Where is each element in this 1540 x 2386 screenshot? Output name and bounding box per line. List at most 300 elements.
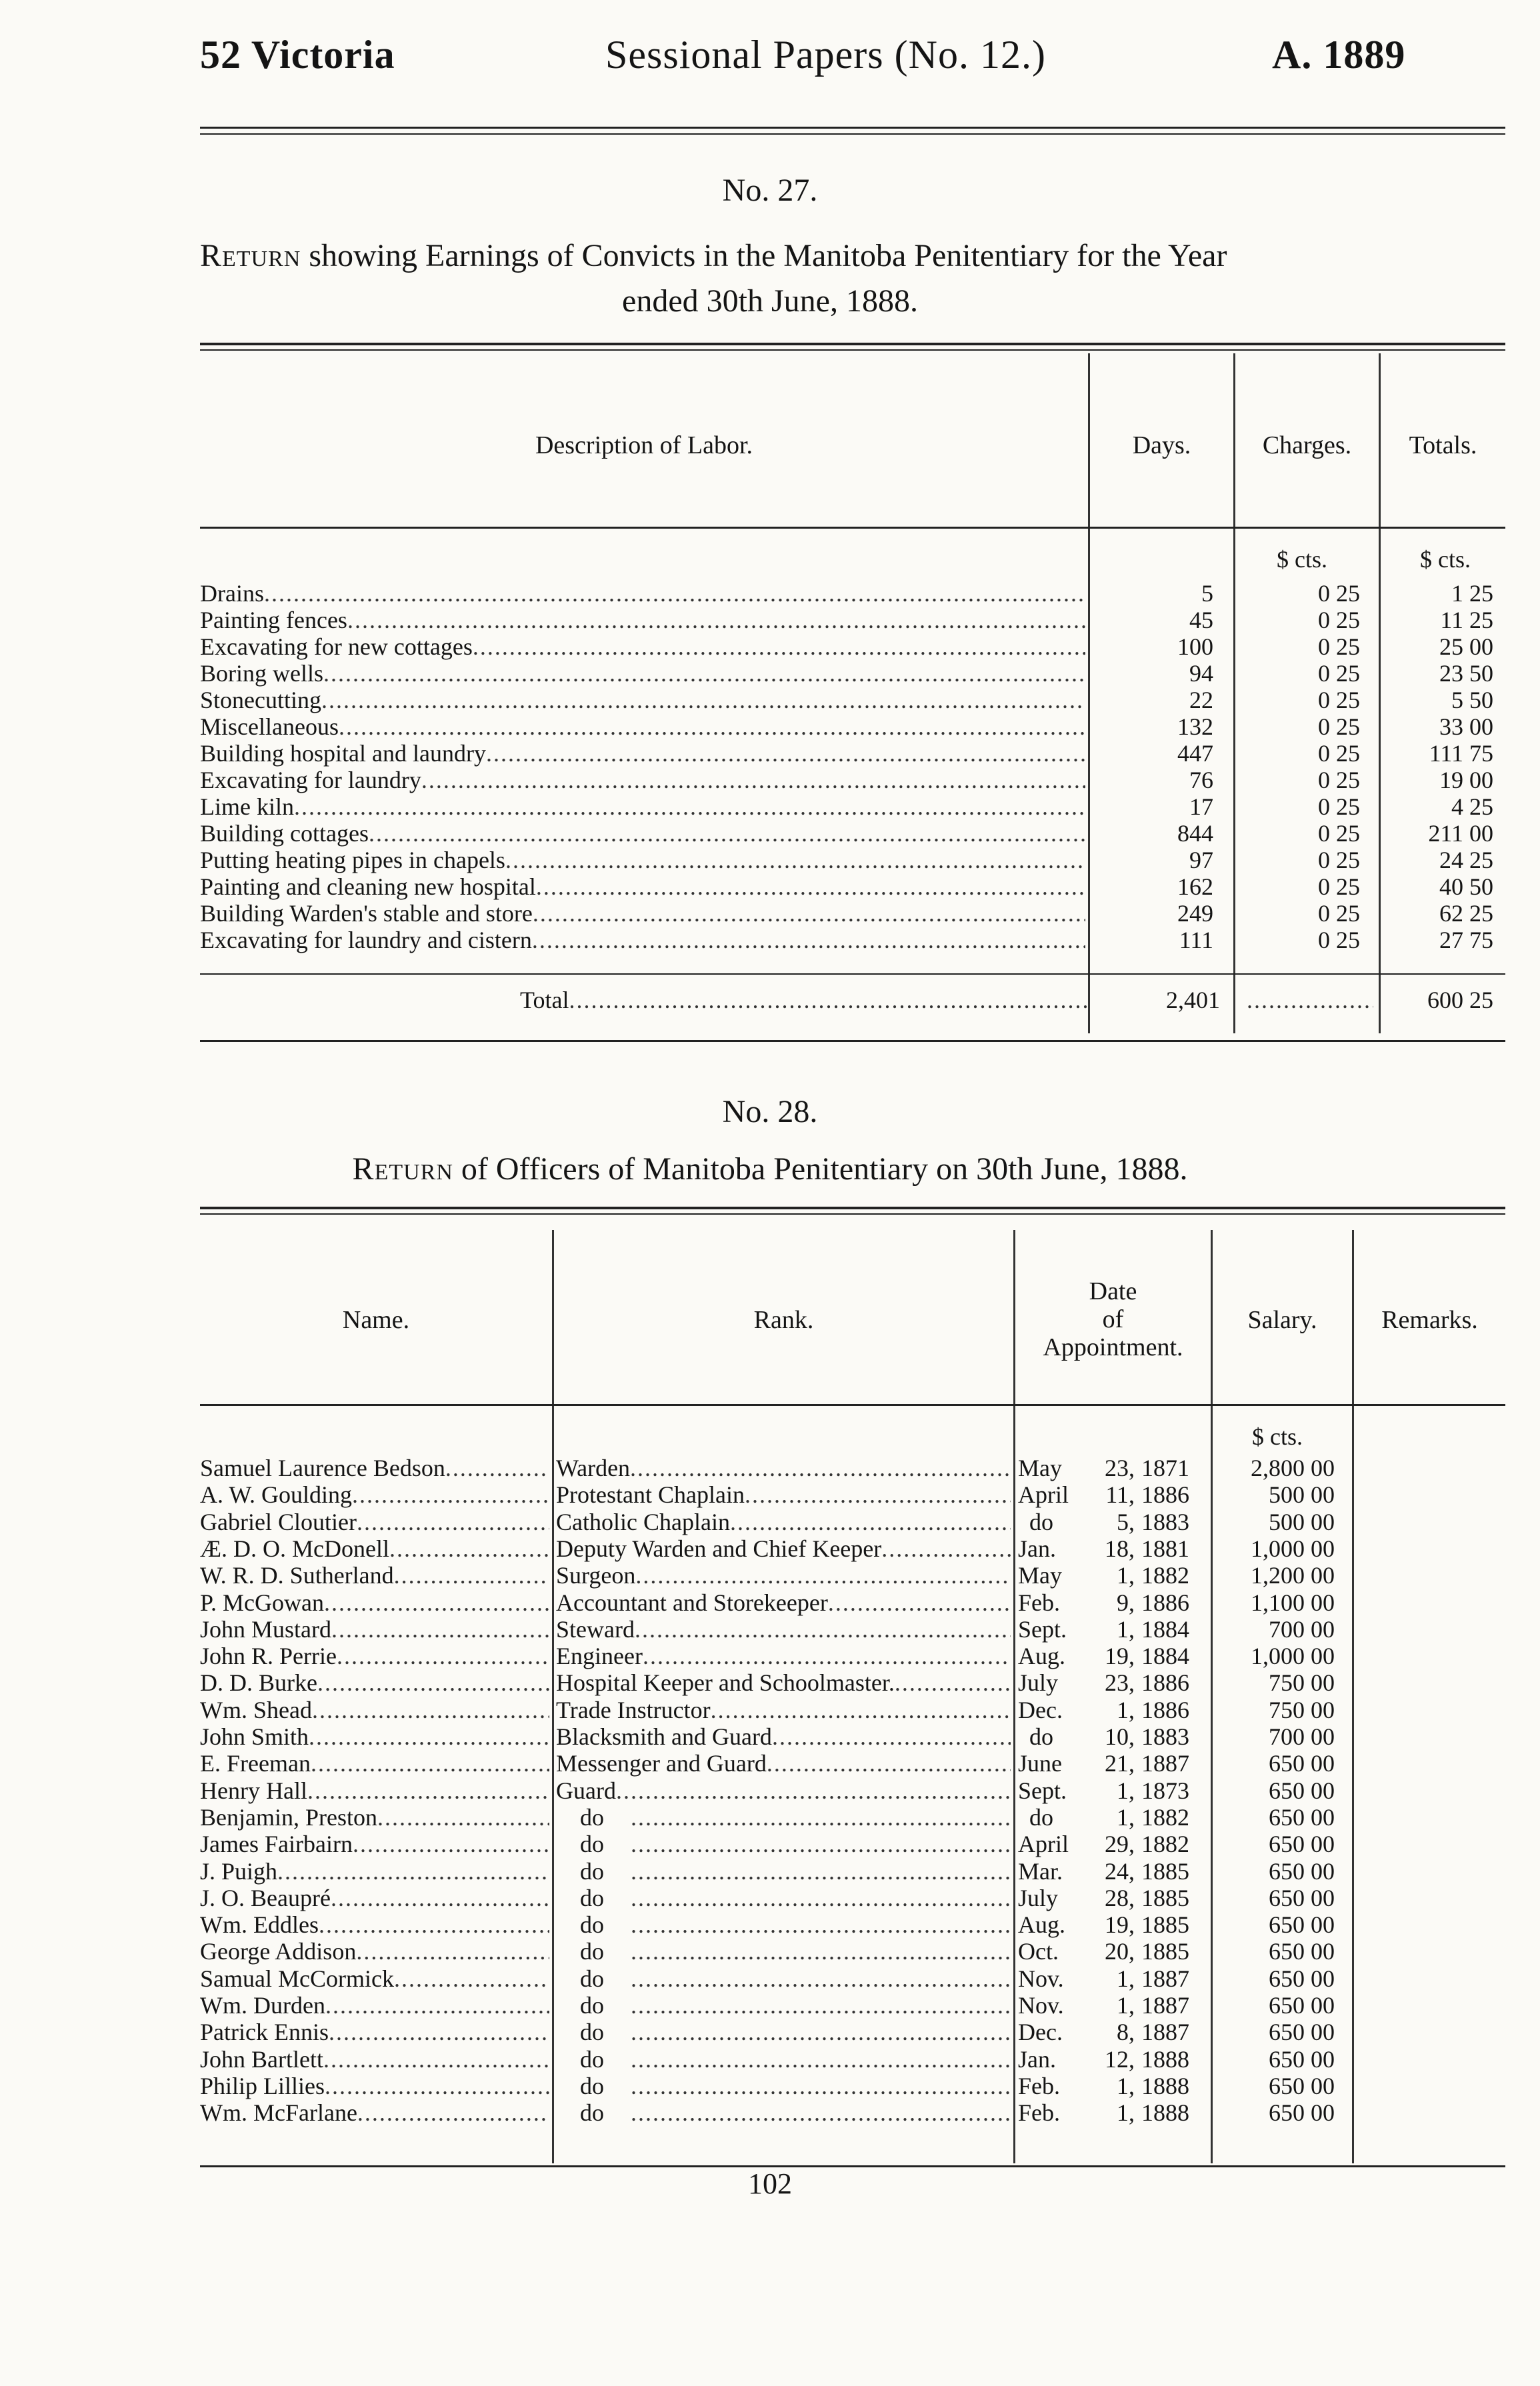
appointment-day: 20, bbox=[1105, 1938, 1135, 1965]
table-28-col-divider-salary bbox=[1211, 1230, 1213, 2163]
labor-days: 97 bbox=[1189, 847, 1213, 873]
officer-rank-text: Warden bbox=[556, 1455, 631, 1481]
table-27-total-rule bbox=[200, 973, 1505, 975]
col-head-date-line2: of bbox=[1102, 1305, 1124, 1333]
officer-salary: 500 00 bbox=[1269, 1509, 1335, 1535]
col-head-salary: Salary. bbox=[1247, 1306, 1317, 1334]
officer-salary: 2,800 00 bbox=[1251, 1455, 1335, 1481]
labor-description-text: Painting and cleaning new hospital bbox=[200, 873, 536, 900]
officer-name bbox=[200, 1535, 549, 1562]
dot-leader bbox=[339, 713, 1085, 740]
officer-rank bbox=[580, 2046, 1011, 2073]
officer-rank bbox=[556, 1643, 1011, 1669]
dot-leader bbox=[389, 1535, 549, 1562]
officer-name bbox=[200, 1965, 549, 1992]
officer-rank bbox=[580, 1831, 1011, 1857]
labor-description-text: Boring wells bbox=[200, 660, 323, 687]
dot-leader bbox=[294, 793, 1085, 820]
officer-rank-text: do bbox=[580, 1831, 604, 1857]
labor-description-text: Drains bbox=[200, 580, 264, 607]
dot-leader bbox=[421, 767, 1085, 793]
labor-description bbox=[200, 900, 1085, 927]
labor-description-text: Excavating for laundry and cistern bbox=[200, 927, 532, 953]
dot-leader bbox=[631, 1911, 1011, 1938]
appointment-month: do bbox=[1029, 1509, 1053, 1535]
officer-rank bbox=[556, 1535, 1011, 1562]
labor-charges: 0 25 bbox=[1318, 713, 1360, 740]
officer-rank-text: Messenger and Guard bbox=[556, 1750, 767, 1777]
table-28-number: No. 28. bbox=[722, 1094, 818, 1129]
labor-charges: 0 25 bbox=[1318, 793, 1360, 820]
appointment-day: 29, bbox=[1105, 1831, 1135, 1857]
dot-leader bbox=[369, 820, 1085, 847]
appointment-day: 9, bbox=[1117, 1589, 1135, 1616]
labor-days: 249 bbox=[1177, 900, 1213, 927]
officer-salary: 650 00 bbox=[1269, 1938, 1335, 1965]
dot-leader bbox=[331, 1616, 549, 1643]
appointment-day: 19, bbox=[1105, 1911, 1135, 1938]
labor-days: 5 bbox=[1201, 580, 1213, 607]
labor-charges: 0 25 bbox=[1318, 900, 1360, 927]
labor-description bbox=[200, 847, 1085, 873]
appointment-year: 1881 bbox=[1141, 1535, 1189, 1562]
appointment-day: 21, bbox=[1105, 1750, 1135, 1777]
labor-description-text: Stonecutting bbox=[200, 687, 321, 713]
appointment-month: Feb. bbox=[1018, 2099, 1060, 2126]
table-27-number: No. 27. bbox=[722, 173, 818, 208]
officer-name bbox=[200, 2019, 549, 2045]
dot-leader bbox=[631, 2046, 1011, 2073]
officer-rank bbox=[580, 1885, 1011, 1911]
officer-salary: 1,200 00 bbox=[1251, 1562, 1335, 1589]
appointment-year: 1886 bbox=[1141, 1481, 1189, 1508]
officer-salary: 650 00 bbox=[1269, 2046, 1335, 2073]
header-rule-top bbox=[200, 127, 1505, 129]
labor-totals: 27 75 bbox=[1439, 927, 1493, 953]
dot-leader bbox=[630, 1455, 1011, 1481]
appointment-day: 19, bbox=[1105, 1643, 1135, 1669]
labor-charges: 0 25 bbox=[1318, 873, 1360, 900]
officer-name bbox=[200, 1455, 549, 1481]
officer-name-text: John Bartlett bbox=[200, 2046, 323, 2073]
labor-description bbox=[200, 927, 1085, 953]
appointment-month: Nov. bbox=[1018, 1992, 1064, 2019]
appointment-month: Aug. bbox=[1018, 1643, 1065, 1669]
labor-totals: 25 00 bbox=[1439, 633, 1493, 660]
col-head-remarks: Remarks. bbox=[1381, 1306, 1478, 1334]
running-header-right: A. 1889 bbox=[1272, 33, 1406, 77]
labor-totals: 11 25 bbox=[1440, 607, 1493, 633]
officer-rank-text: do bbox=[580, 2073, 604, 2099]
running-header-center: Sessional Papers (No. 12.) bbox=[605, 33, 1046, 77]
dot-leader bbox=[377, 1804, 549, 1831]
officer-rank bbox=[580, 2099, 1011, 2126]
officer-salary: 1,000 00 bbox=[1251, 1535, 1335, 1562]
officer-rank-text: do bbox=[580, 1885, 604, 1911]
appointment-year: 1882 bbox=[1141, 1562, 1189, 1589]
officer-name bbox=[200, 1697, 549, 1723]
officer-rank-text: Trade Instructor bbox=[556, 1697, 711, 1723]
appointment-month: Nov. bbox=[1018, 1965, 1064, 1992]
col-head-description: Description of Labor. bbox=[535, 431, 753, 459]
officer-rank-text: Protestant Chaplain bbox=[556, 1481, 745, 1508]
labor-totals: 111 75 bbox=[1429, 740, 1493, 767]
labor-description bbox=[200, 767, 1085, 793]
labor-description bbox=[200, 660, 1085, 687]
officer-rank bbox=[556, 1697, 1011, 1723]
col-head-date-line3: Appointment. bbox=[1043, 1333, 1183, 1361]
labor-totals: 40 50 bbox=[1439, 873, 1493, 900]
dot-leader bbox=[317, 1669, 549, 1696]
appointment-year: 1887 bbox=[1141, 1965, 1189, 1992]
appointment-year: 1888 bbox=[1141, 2073, 1189, 2099]
labor-days: 844 bbox=[1177, 820, 1213, 847]
labor-description-text: Painting fences bbox=[200, 607, 347, 633]
dot-leader bbox=[631, 2019, 1011, 2045]
appointment-year: 1882 bbox=[1141, 1804, 1189, 1831]
dot-leader bbox=[631, 1885, 1011, 1911]
title-text: showing Earnings of Convicts in the Manitoba Penitentiary for the Year bbox=[309, 238, 1227, 273]
title-text: of Officers of Manitoba Penitentiary on 30th June, 1888. bbox=[461, 1151, 1188, 1187]
appointment-month: Jan. bbox=[1018, 2046, 1056, 2073]
labor-description-text: Excavating for new cottages bbox=[200, 633, 473, 660]
labor-description bbox=[200, 687, 1085, 713]
officer-rank-text: Surgeon bbox=[556, 1562, 636, 1589]
col-head-rank: Rank. bbox=[753, 1306, 814, 1334]
labor-charges: 0 25 bbox=[1318, 767, 1360, 793]
officer-name bbox=[200, 1509, 549, 1535]
dot-leader bbox=[323, 2046, 549, 2073]
appointment-month: do bbox=[1029, 1723, 1053, 1750]
appointment-year: 1886 bbox=[1141, 1669, 1189, 1696]
officer-name-text: Samuel Laurence Bedson bbox=[200, 1455, 445, 1481]
col-head-date bbox=[1015, 1277, 1211, 1361]
officer-name-text: Benjamin, Preston bbox=[200, 1804, 377, 1831]
officer-rank bbox=[580, 2019, 1011, 2045]
appointment-year: 1885 bbox=[1141, 1938, 1189, 1965]
appointment-day: 23, bbox=[1105, 1669, 1135, 1696]
officer-name-text: John R. Perrie bbox=[200, 1643, 337, 1669]
dot-leader bbox=[532, 927, 1085, 953]
appointment-day: 28, bbox=[1105, 1885, 1135, 1911]
officer-rank-text: Engineer bbox=[556, 1643, 643, 1669]
table-28-top-rule-thin bbox=[200, 1213, 1505, 1215]
officer-name-text: Wm. McFarlane bbox=[200, 2099, 357, 2126]
dot-leader bbox=[631, 2099, 1011, 2126]
officer-name-text: J. Puigh bbox=[200, 1858, 278, 1885]
officer-name bbox=[200, 2099, 549, 2126]
dot-leader bbox=[895, 1669, 1011, 1696]
unit-salary: $ cts. bbox=[1252, 1423, 1303, 1450]
labor-description bbox=[200, 820, 1085, 847]
appointment-year: 1888 bbox=[1141, 2099, 1189, 2126]
labor-description-text: Building hospital and laundry bbox=[200, 740, 486, 767]
dot-leader bbox=[357, 1509, 549, 1535]
labor-totals: 62 25 bbox=[1439, 900, 1493, 927]
officer-name-text: W. R. D. Sutherland bbox=[200, 1562, 394, 1589]
appointment-year: 1886 bbox=[1141, 1589, 1189, 1616]
appointment-month: Dec. bbox=[1018, 2019, 1063, 2045]
appointment-month: Feb. bbox=[1018, 1589, 1060, 1616]
dot-leader bbox=[445, 1455, 549, 1481]
officer-salary: 650 00 bbox=[1269, 1831, 1335, 1857]
appointment-month: Oct. bbox=[1018, 1938, 1059, 1965]
dot-leader bbox=[311, 1750, 549, 1777]
officer-rank-text: do bbox=[580, 1858, 604, 1885]
appointment-year: 1871 bbox=[1141, 1455, 1189, 1481]
dot-leader bbox=[277, 1858, 549, 1885]
dot-leader bbox=[635, 1562, 1011, 1589]
dot-leader bbox=[394, 1965, 549, 1992]
officer-name-text: J. O. Beaupré bbox=[200, 1885, 331, 1911]
officer-rank bbox=[580, 1804, 1011, 1831]
officer-rank-text: do bbox=[580, 1938, 604, 1965]
appointment-year: 1883 bbox=[1141, 1509, 1189, 1535]
appointment-year: 1873 bbox=[1141, 1777, 1189, 1804]
officer-salary: 650 00 bbox=[1269, 1911, 1335, 1938]
officer-name-text: John Smith bbox=[200, 1723, 309, 1750]
officer-rank bbox=[580, 1965, 1011, 1992]
officer-name bbox=[200, 1723, 549, 1750]
appointment-month: Sept. bbox=[1018, 1616, 1067, 1643]
dot-leader bbox=[1247, 987, 1373, 1013]
officer-salary: 700 00 bbox=[1269, 1723, 1335, 1750]
appointment-year: 1887 bbox=[1141, 1750, 1189, 1777]
labor-charges: 0 25 bbox=[1318, 740, 1360, 767]
title-return-lead: Return bbox=[200, 238, 301, 273]
appointment-year: 1886 bbox=[1141, 1697, 1189, 1723]
appointment-day: 24, bbox=[1105, 1858, 1135, 1885]
labor-description bbox=[200, 740, 1085, 767]
labor-totals: 23 50 bbox=[1439, 660, 1493, 687]
dot-leader bbox=[635, 1616, 1011, 1643]
table-27-title-line1 bbox=[200, 237, 1505, 274]
officer-name bbox=[200, 1831, 549, 1857]
labor-totals: 4 25 bbox=[1451, 793, 1493, 820]
appointment-month: May bbox=[1018, 1562, 1062, 1589]
labor-totals: 33 00 bbox=[1439, 713, 1493, 740]
title-return-lead: Return bbox=[352, 1151, 453, 1187]
labor-description bbox=[200, 713, 1085, 740]
dot-leader bbox=[536, 873, 1085, 900]
officer-salary: 1,100 00 bbox=[1251, 1589, 1335, 1616]
appointment-day: 10, bbox=[1105, 1723, 1135, 1750]
appointment-year: 1888 bbox=[1141, 2046, 1189, 2073]
table-27-bottom-rule bbox=[200, 1040, 1505, 1042]
labor-days: 132 bbox=[1177, 713, 1213, 740]
officer-name-text: P. McGowan bbox=[200, 1589, 324, 1616]
dot-leader bbox=[767, 1750, 1011, 1777]
officer-rank-text: Accountant and Storekeeper bbox=[556, 1589, 828, 1616]
officer-name-text: Wm. Shead bbox=[200, 1697, 312, 1723]
appointment-day: 11, bbox=[1105, 1481, 1135, 1508]
table-28-col-divider-date bbox=[1013, 1230, 1015, 2163]
col-head-charges: Charges. bbox=[1262, 431, 1352, 459]
labor-days: 111 bbox=[1179, 927, 1213, 953]
labor-description bbox=[200, 633, 1085, 660]
appointment-day: 1, bbox=[1117, 1616, 1135, 1643]
officer-name bbox=[200, 1481, 549, 1508]
officer-salary: 650 00 bbox=[1269, 1992, 1335, 2019]
dot-leader bbox=[631, 1804, 1011, 1831]
officer-rank bbox=[556, 1562, 1011, 1589]
officer-name bbox=[200, 1562, 549, 1589]
dot-leader bbox=[631, 2073, 1011, 2099]
dot-leader bbox=[881, 1535, 1011, 1562]
appointment-month: do bbox=[1029, 1804, 1053, 1831]
appointment-year: 1883 bbox=[1141, 1723, 1189, 1750]
officer-rank bbox=[580, 1992, 1011, 2019]
officer-rank-text: Hospital Keeper and Schoolmaster. bbox=[556, 1669, 895, 1696]
appointment-year: 1885 bbox=[1141, 1911, 1189, 1938]
officer-salary: 750 00 bbox=[1269, 1669, 1335, 1696]
dot-leader bbox=[828, 1589, 1011, 1616]
officer-name bbox=[200, 1643, 549, 1669]
officer-name bbox=[200, 1777, 549, 1804]
labor-charges: 0 25 bbox=[1318, 607, 1360, 633]
officer-name bbox=[200, 1992, 549, 2019]
table-28-col-divider-rank bbox=[552, 1230, 554, 2163]
appointment-day: 1, bbox=[1117, 2099, 1135, 2126]
dot-leader bbox=[309, 1723, 549, 1750]
labor-description bbox=[200, 580, 1085, 607]
officer-rank bbox=[556, 1777, 1011, 1804]
appointment-month: April bbox=[1018, 1831, 1069, 1857]
running-header-left: 52 Victoria bbox=[200, 33, 395, 77]
dot-leader bbox=[356, 1938, 549, 1965]
table-27-head-rule bbox=[200, 527, 1505, 529]
labor-totals: 211 00 bbox=[1428, 820, 1493, 847]
officer-rank-text: Deputy Warden and Chief Keeper bbox=[556, 1535, 882, 1562]
labor-totals: 19 00 bbox=[1439, 767, 1493, 793]
officer-salary: 700 00 bbox=[1269, 1616, 1335, 1643]
dot-leader bbox=[631, 1858, 1011, 1885]
officer-name-text: Philip Lillies bbox=[200, 2073, 325, 2099]
officer-name-text: D. D. Burke bbox=[200, 1669, 317, 1696]
dot-leader bbox=[745, 1481, 1011, 1508]
officer-salary: 650 00 bbox=[1269, 2073, 1335, 2099]
officer-name bbox=[200, 1938, 549, 1965]
table-27-title-line2: ended 30th June, 1888. bbox=[622, 283, 918, 319]
labor-description-text: Building Warden's stable and store bbox=[200, 900, 533, 927]
officer-name bbox=[200, 1885, 549, 1911]
dot-leader bbox=[394, 1562, 549, 1589]
appointment-year: 1882 bbox=[1141, 1831, 1189, 1857]
appointment-day: 1, bbox=[1117, 1992, 1135, 2019]
table-27-total-charges-leader bbox=[1247, 987, 1373, 1013]
officer-salary: 650 00 bbox=[1269, 1858, 1335, 1885]
officer-salary: 650 00 bbox=[1269, 1777, 1335, 1804]
unit-totals: $ cts. bbox=[1420, 546, 1471, 573]
labor-days: 100 bbox=[1177, 633, 1213, 660]
dot-leader bbox=[264, 580, 1085, 607]
officer-rank-text: Blacksmith and Guard bbox=[556, 1723, 772, 1750]
officer-salary: 650 00 bbox=[1269, 1965, 1335, 1992]
table-27-total-days: 2,401 bbox=[1166, 987, 1220, 1013]
col-head-days: Days. bbox=[1132, 431, 1191, 459]
appointment-day: 23, bbox=[1105, 1455, 1135, 1481]
appointment-month: Aug. bbox=[1018, 1911, 1065, 1938]
appointment-day: 5, bbox=[1117, 1509, 1135, 1535]
officer-salary: 650 00 bbox=[1269, 1750, 1335, 1777]
officer-name-text: James Fairbairn bbox=[200, 1831, 353, 1857]
dot-leader bbox=[505, 847, 1085, 873]
officer-salary: 650 00 bbox=[1269, 2099, 1335, 2126]
officer-name bbox=[200, 1589, 549, 1616]
officer-rank bbox=[556, 1616, 1011, 1643]
dot-leader bbox=[312, 1697, 549, 1723]
officer-rank bbox=[556, 1509, 1011, 1535]
appointment-day: 12, bbox=[1105, 2046, 1135, 2073]
dot-leader bbox=[323, 660, 1085, 687]
officer-rank-text: do bbox=[580, 2099, 604, 2126]
header-rule-bottom bbox=[200, 133, 1505, 135]
officer-rank-text: Catholic Chaplain bbox=[556, 1509, 730, 1535]
officer-salary: 650 00 bbox=[1269, 1804, 1335, 1831]
officer-rank bbox=[556, 1750, 1011, 1777]
table-28-title bbox=[0, 1151, 1540, 1187]
officer-rank bbox=[580, 2073, 1011, 2099]
table-28-top-rule bbox=[200, 1207, 1505, 1209]
labor-days: 162 bbox=[1177, 873, 1213, 900]
dot-leader bbox=[307, 1777, 549, 1804]
table-27-total-totals: 600 25 bbox=[1427, 987, 1493, 1013]
appointment-month: Jan. bbox=[1018, 1535, 1056, 1562]
appointment-day: 8, bbox=[1117, 2019, 1135, 2045]
officer-rank bbox=[580, 1938, 1011, 1965]
dot-leader bbox=[319, 1911, 549, 1938]
officer-name-text: Gabriel Cloutier bbox=[200, 1509, 357, 1535]
dot-leader bbox=[533, 900, 1085, 927]
appointment-month: Sept. bbox=[1018, 1777, 1067, 1804]
dot-leader bbox=[331, 1885, 549, 1911]
officer-name bbox=[200, 1911, 549, 1938]
officer-name bbox=[200, 1669, 549, 1696]
labor-days: 45 bbox=[1189, 607, 1213, 633]
labor-description-text: Building cottages bbox=[200, 820, 369, 847]
labor-charges: 0 25 bbox=[1318, 927, 1360, 953]
dot-leader bbox=[486, 740, 1085, 767]
appointment-month: Feb. bbox=[1018, 2073, 1060, 2099]
unit-charges: $ cts. bbox=[1277, 546, 1327, 573]
labor-description-text: Putting heating pipes in chapels bbox=[200, 847, 505, 873]
officer-name-text: John Mustard bbox=[200, 1616, 331, 1643]
dot-leader bbox=[325, 1992, 549, 2019]
col-head-name: Name. bbox=[342, 1306, 410, 1334]
dot-leader bbox=[325, 2073, 549, 2099]
dot-leader bbox=[473, 633, 1085, 660]
officer-salary: 650 00 bbox=[1269, 2019, 1335, 2045]
appointment-month: May bbox=[1018, 1455, 1062, 1481]
officer-name-text: Samual McCormick bbox=[200, 1965, 394, 1992]
appointment-month: Mar. bbox=[1018, 1858, 1063, 1885]
appointment-year: 1885 bbox=[1141, 1858, 1189, 1885]
col-head-date-line1: Date bbox=[1089, 1277, 1137, 1305]
labor-charges: 0 25 bbox=[1318, 847, 1360, 873]
officer-rank-text: Steward bbox=[556, 1616, 635, 1643]
labor-days: 447 bbox=[1177, 740, 1213, 767]
labor-charges: 0 25 bbox=[1318, 580, 1360, 607]
officer-rank bbox=[556, 1455, 1011, 1481]
officer-rank bbox=[580, 1858, 1011, 1885]
labor-totals: 5 50 bbox=[1451, 687, 1493, 713]
table-27-top-rule-thin bbox=[200, 349, 1505, 351]
appointment-year: 1884 bbox=[1141, 1616, 1189, 1643]
appointment-day: 1, bbox=[1117, 1804, 1135, 1831]
dot-leader bbox=[772, 1723, 1011, 1750]
officer-salary: 1,000 00 bbox=[1251, 1643, 1335, 1669]
appointment-month: Dec. bbox=[1018, 1697, 1063, 1723]
